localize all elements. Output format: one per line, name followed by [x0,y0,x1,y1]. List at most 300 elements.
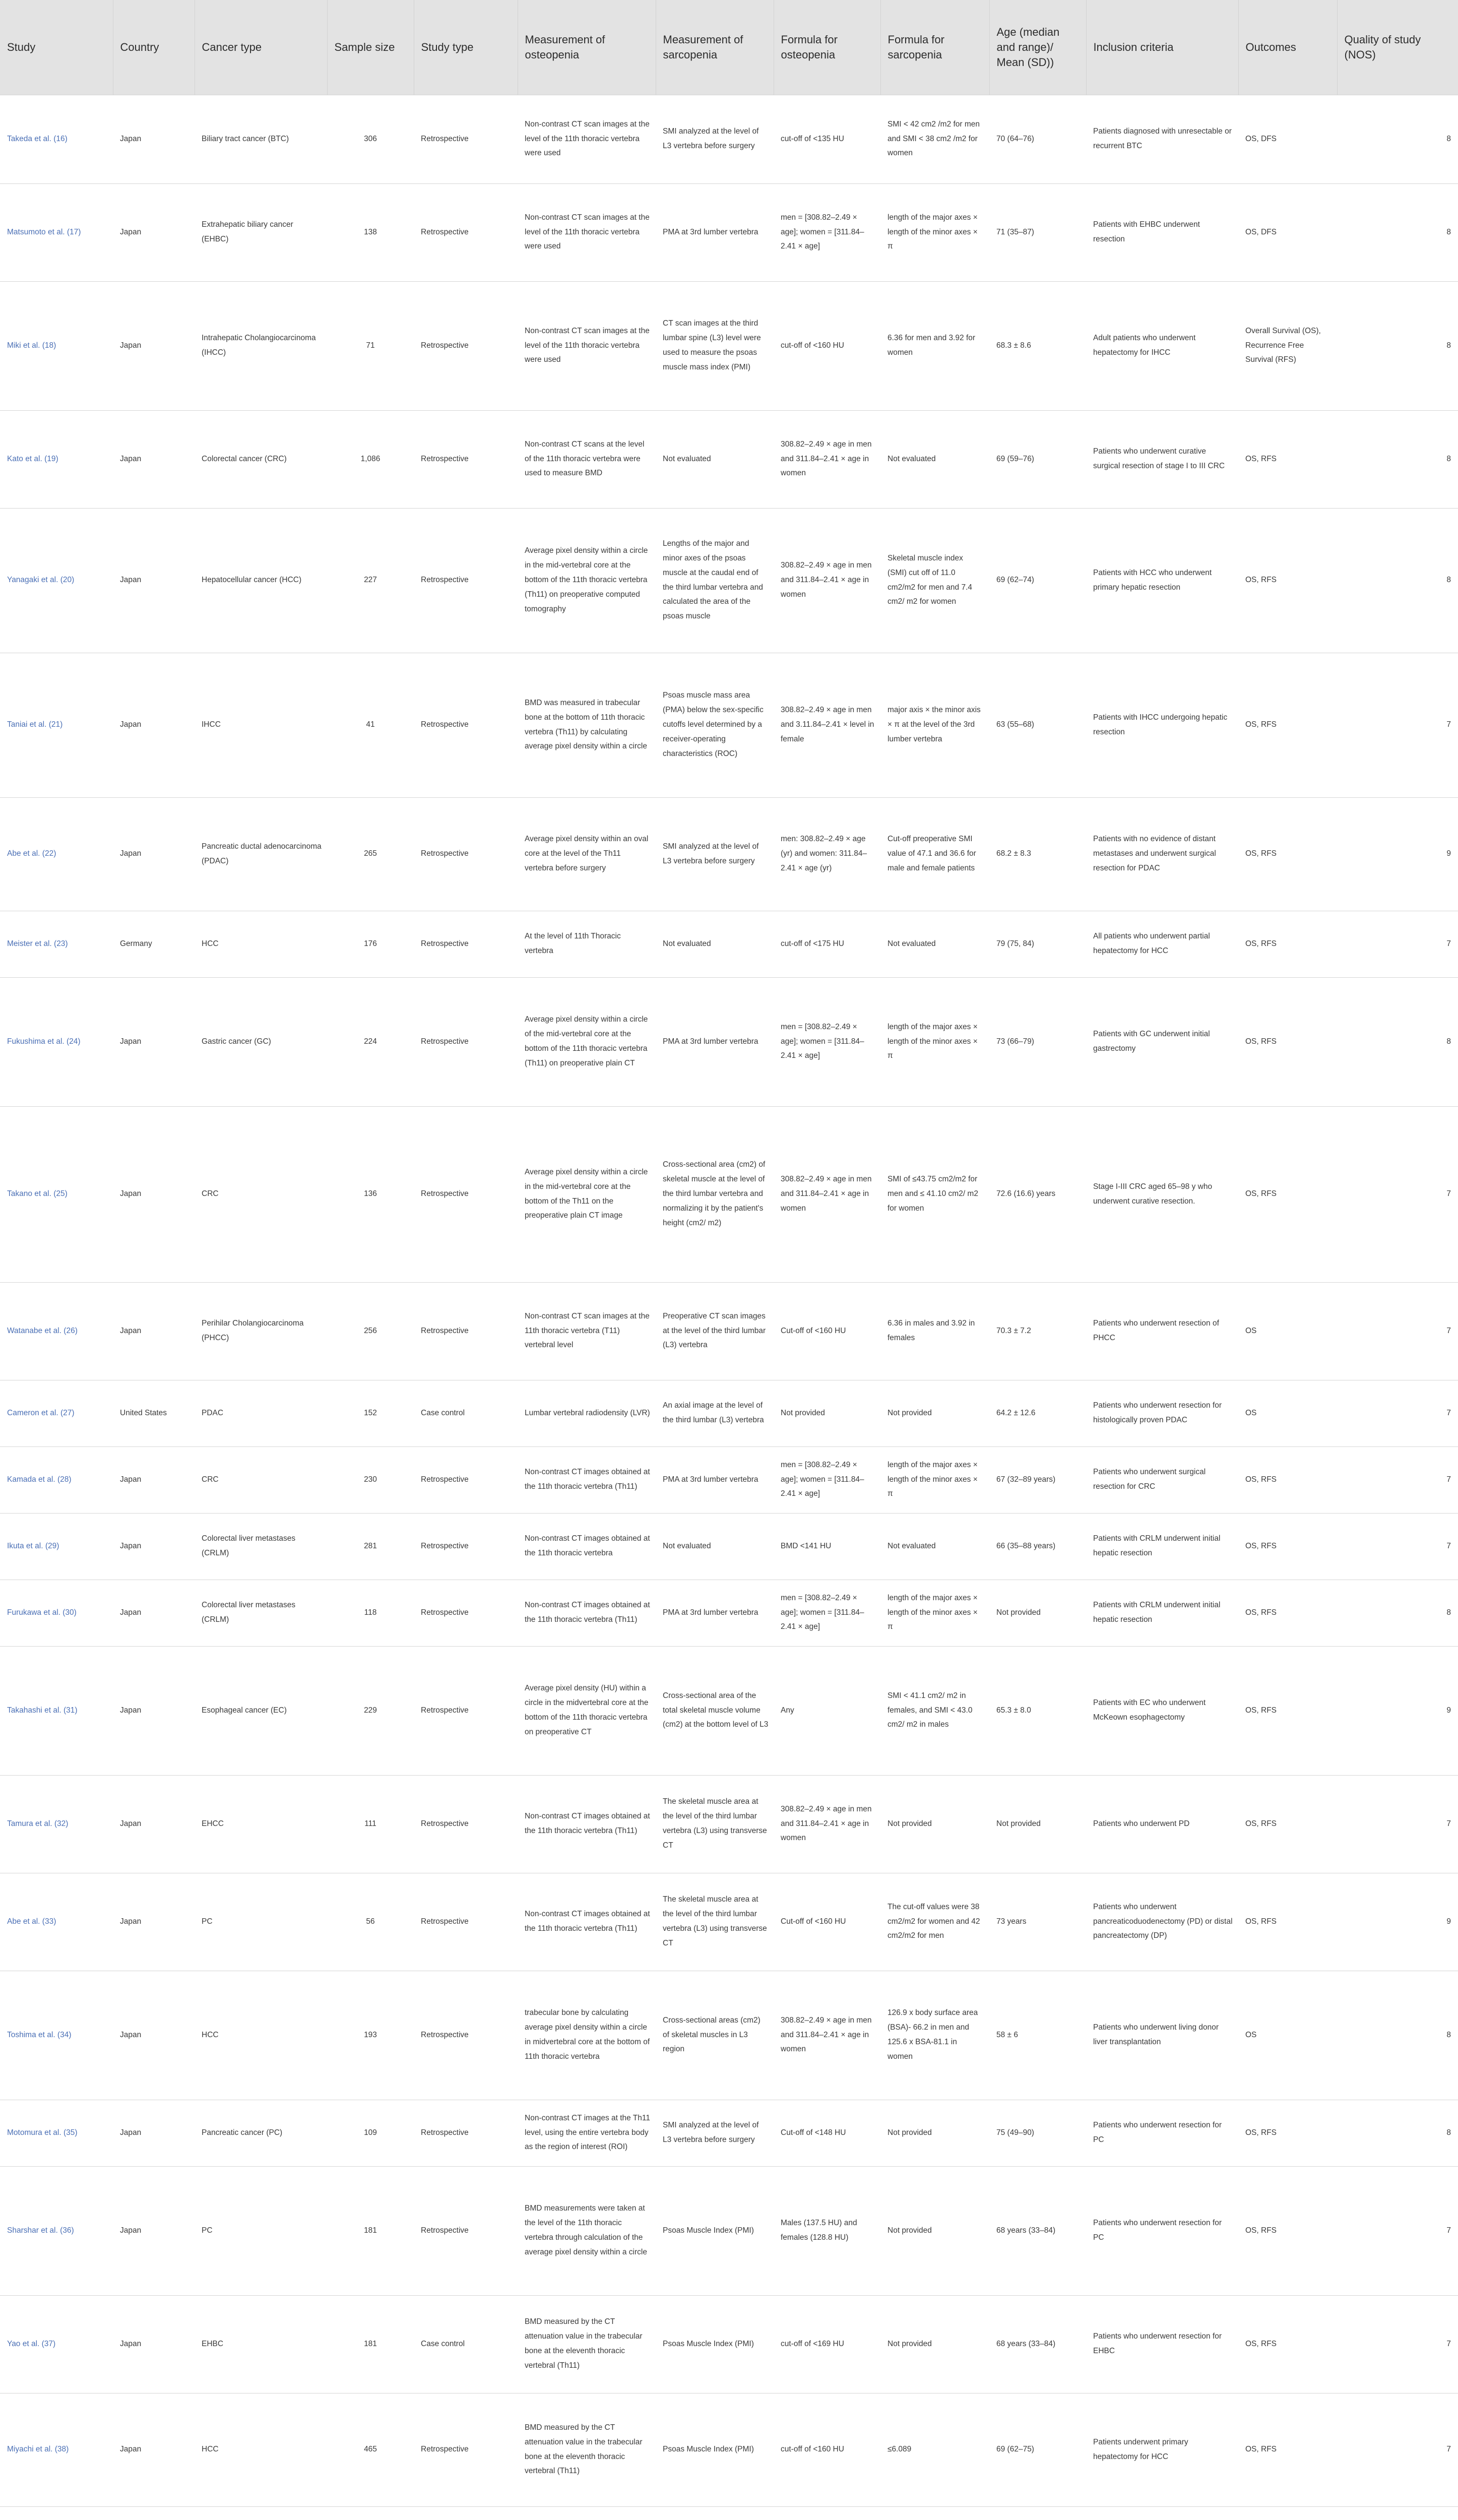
study-type-cell: Retrospective [414,2393,518,2506]
age-cell: 67 (32–89 years) [989,1446,1086,1513]
inclusion-criteria-cell: Adult patients who underwent hepatectomy for IHCC [1086,281,1238,410]
study-cell: Fukushima et al. (24) [0,977,113,1106]
formula-sarcopenia-cell: The cut-off values were 38 cm2/m2 for women and 42 cm2/m2 for men [880,1873,989,1971]
age-cell: 68 years (33–84) [989,2295,1086,2393]
inclusion-criteria-cell: Patients underwent primary hepatectomy for HCC [1086,2393,1238,2506]
age-cell: 73 (66–79) [989,977,1086,1106]
inclusion-criteria-cell: Patients with EHBC underwent resection [1086,183,1238,281]
measurement-sarcopenia-cell: Cross-sectional area (cm2) of skeletal muscle at the level of the third lumbar vertebra and normalizing it by the patient's height (cm2/ m2) [656,1106,774,1282]
measurement-osteopenia-cell: Non-contrast CT scan images at the level of the 11th thoracic vertebra were used [518,95,656,183]
measurement-osteopenia-cell: Non-contrast CT scan images at the level of the 11th thoracic vertebra were used [518,183,656,281]
inclusion-criteria-cell: Patients with EC who underwent McKeown esophagectomy [1086,1646,1238,1775]
quality-nos-cell: 7 [1337,2393,1458,2506]
sample-size-cell: 1,086 [327,410,414,508]
measurement-osteopenia-cell: BMD measured by the CT attenuation value in the trabecular bone at the eleventh thoracic vertebral (Th11) [518,2295,656,2393]
formula-sarcopenia-cell: length of the major axes × length of the minor axes × π [880,183,989,281]
formula-osteopenia-cell: Males (137.5 HU) and females (128.8 HU) [774,2166,880,2295]
inclusion-criteria-cell: Patients who underwent resection for PC [1086,2166,1238,2295]
age-cell: 72.6 (16.6) years [989,1106,1086,1282]
sample-size-cell: 193 [327,1971,414,2100]
quality-nos-cell: 8 [1337,1971,1458,2100]
header-outcomes: Outcomes [1238,0,1337,95]
inclusion-criteria-cell: Patients who underwent resection for PC [1086,2100,1238,2166]
measurement-osteopenia-cell: Average pixel density within a circle in the mid-vertebral core at the bottom of the Th11 on the preoperative plain CT image [518,1106,656,1282]
study-cell: Abe et al. (33) [0,1873,113,1971]
age-cell: 73 years [989,1873,1086,1971]
sample-size-cell: 111 [327,1775,414,1873]
inclusion-criteria-cell: Patients with no evidence of distant metastases and underwent surgical resection for PDAC [1086,797,1238,911]
formula-sarcopenia-cell: Not provided [880,1775,989,1873]
study-cell: Miyachi et al. (38) [0,2393,113,2506]
inclusion-criteria-cell: Patients with CRLM underwent initial hepatic resection [1086,1580,1238,1646]
cancer-type-cell: CRC [195,1446,327,1513]
inclusion-criteria-cell: Patients who underwent pancreaticoduodenectomy (PD) or distal pancreatectomy (DP) [1086,1873,1238,1971]
quality-nos-cell: 7 [1337,1282,1458,1380]
inclusion-criteria-cell: Patients with CRLM underwent initial hepatic resection [1086,1513,1238,1580]
formula-sarcopenia-cell: Skeletal muscle index (SMI) cut off of 11.0 cm2/m2 for men and 7.4 cm2/ m2 for women [880,508,989,653]
formula-osteopenia-cell: Not provided [774,1380,880,1446]
outcomes-cell: OS, DFS [1238,183,1337,281]
study-cell: Takeda et al. (16) [0,95,113,183]
country-cell: Japan [113,2393,195,2506]
measurement-osteopenia-cell: BMD measured by the CT attenuation value in the trabecular bone at the eleventh thoracic vertebral (Th11) [518,2393,656,2506]
measurement-sarcopenia-cell: PMA at 3rd lumber vertebra [656,977,774,1106]
formula-osteopenia-cell: Any [774,1646,880,1775]
quality-nos-cell: 9 [1337,1873,1458,1971]
formula-osteopenia-cell: Cut-off of <148 HU [774,2100,880,2166]
formula-sarcopenia-cell: length of the major axes × length of the minor axes × π [880,977,989,1106]
formula-osteopenia-cell: 308.82–2.49 × age in men and 3.11.84–2.41 × level in female [774,653,880,797]
study-cell: Furukawa et al. (30) [0,1580,113,1646]
country-cell: Japan [113,1873,195,1971]
country-cell: Japan [113,1971,195,2100]
age-cell: 70.3 ± 7.2 [989,1282,1086,1380]
cancer-type-cell: HCC [195,1971,327,2100]
measurement-sarcopenia-cell: Lengths of the major and minor axes of the psoas muscle at the caudal end of the third lumbar vertebra and calculated the area of the psoas muscle [656,508,774,653]
table-row [0,1775,1458,1873]
cancer-type-cell: Biliary tract cancer (BTC) [195,95,327,183]
outcomes-cell: OS [1238,1971,1337,2100]
country-cell: Japan [113,1446,195,1513]
sample-size-cell: 181 [327,2295,414,2393]
formula-osteopenia-cell: BMD <141 HU [774,1513,880,1580]
quality-nos-cell: 8 [1337,95,1458,183]
study-cell: Ikuta et al. (29) [0,1513,113,1580]
table-row [0,508,1458,653]
age-cell: 68 years (33–84) [989,2166,1086,2295]
measurement-osteopenia-cell: Average pixel density within an oval core at the level of the Th11 vertebra before surgery [518,797,656,911]
sample-size-cell: 256 [327,1282,414,1380]
quality-nos-cell: 7 [1337,1775,1458,1873]
study-cell: Cameron et al. (27) [0,1380,113,1446]
measurement-sarcopenia-cell: An axial image at the level of the third lumbar (L3) vertebra [656,1380,774,1446]
formula-osteopenia-cell: cut-off of <169 HU [774,2295,880,2393]
quality-nos-cell: 7 [1337,911,1458,977]
measurement-sarcopenia-cell: Not evaluated [656,1513,774,1580]
cancer-type-cell: Colorectal liver metastases (CRLM) [195,1513,327,1580]
header-measurement-sarcopenia: Measurement of sarcopenia [656,0,774,95]
study-cell: Abe et al. (22) [0,797,113,911]
measurement-osteopenia-cell: Non-contrast CT scan images at the level of the 11th thoracic vertebra were used [518,281,656,410]
study-type-cell: Retrospective [414,1646,518,1775]
formula-sarcopenia-cell: major axis × the minor axis × π at the level of the 3rd lumber vertebra [880,653,989,797]
country-cell: Japan [113,653,195,797]
measurement-sarcopenia-cell: PMA at 3rd lumber vertebra [656,183,774,281]
measurement-sarcopenia-cell: CT scan images at the third lumbar spine (L3) level were used to measure the psoas muscle mass index (PMI) [656,281,774,410]
inclusion-criteria-cell: Patients with IHCC undergoing hepatic resection [1086,653,1238,797]
country-cell: Japan [113,1580,195,1646]
sample-size-cell: 181 [327,2166,414,2295]
age-cell: 68.2 ± 8.3 [989,797,1086,911]
measurement-osteopenia-cell: BMD was measured in trabecular bone at the bottom of 11th thoracic vertebra (Th11) by calculating average pixel density within a circle [518,653,656,797]
table-row [0,1513,1458,1580]
outcomes-cell: OS, RFS [1238,1775,1337,1873]
age-cell: 63 (55–68) [989,653,1086,797]
table-row [0,1106,1458,1282]
country-cell: Japan [113,183,195,281]
country-cell: Germany [113,911,195,977]
measurement-osteopenia-cell: trabecular bone by calculating average pixel density within a circle in midvertebral core at the bottom of 11th thoracic vertebra [518,1971,656,2100]
formula-sarcopenia-cell: Not provided [880,2295,989,2393]
study-type-cell: Retrospective [414,1873,518,1971]
outcomes-cell: OS [1238,1282,1337,1380]
measurement-osteopenia-cell: Average pixel density within a circle of the mid-vertebral core at the bottom of the 11th thoracic vertebra (Th11) on preoperative plain CT [518,977,656,1106]
header-country: Country [113,0,195,95]
outcomes-cell: OS, RFS [1238,1106,1337,1282]
study-type-cell: Retrospective [414,1775,518,1873]
study-cell: Takano et al. (25) [0,1106,113,1282]
sample-size-cell: 176 [327,911,414,977]
measurement-osteopenia-cell: Non-contrast CT scan images at the 11th thoracic vertebra (T11) vertebral level [518,1282,656,1380]
country-cell: Japan [113,95,195,183]
study-cell: Tamura et al. (32) [0,1775,113,1873]
cancer-type-cell: CRC [195,1106,327,1282]
sample-size-cell: 118 [327,1580,414,1646]
study-cell: Toshima et al. (34) [0,1971,113,2100]
age-cell: 71 (35–87) [989,183,1086,281]
outcomes-cell: OS, RFS [1238,1513,1337,1580]
formula-osteopenia-cell: Cut-off of <160 HU [774,1873,880,1971]
formula-osteopenia-cell: 308.82–2.49 × age in men and 311.84–2.41 × age in women [774,1971,880,2100]
inclusion-criteria-cell: Patients who underwent surgical resection for CRC [1086,1446,1238,1513]
header-formula-sarcopenia: Formula for sarcopenia [880,0,989,95]
age-cell: 65.3 ± 8.0 [989,1646,1086,1775]
study-cell: Takahashi et al. (31) [0,1646,113,1775]
study-type-cell: Retrospective [414,1513,518,1580]
formula-sarcopenia-cell: ≤6.089 [880,2393,989,2506]
formula-osteopenia-cell: cut-off of <175 HU [774,911,880,977]
country-cell: Japan [113,1282,195,1380]
measurement-osteopenia-cell: Non-contrast CT scans at the level of the 11th thoracic vertebra were used to measure BMD [518,410,656,508]
inclusion-criteria-cell: Patients with GC underwent initial gastrectomy [1086,977,1238,1106]
cancer-type-cell: Esophageal cancer (EC) [195,1646,327,1775]
formula-osteopenia-cell: men = [308.82–2.49 × age]; women = [311.84–2.41 × age] [774,1446,880,1513]
cancer-type-cell: HCC [195,911,327,977]
measurement-osteopenia-cell: Non-contrast CT images obtained at the 11th thoracic vertebra (Th11) [518,1580,656,1646]
table-row [0,2393,1458,2506]
sample-size-cell: 71 [327,281,414,410]
formula-osteopenia-cell: men = [308.82–2.49 × age]; women = [311.84–2.41 × age] [774,183,880,281]
formula-osteopenia-cell: men = [308.82–2.49 × age]; women = [311.84–2.41 × age] [774,1580,880,1646]
table-row [0,183,1458,281]
formula-sarcopenia-cell: length of the major axes × length of the minor axes × π [880,1580,989,1646]
study-cell: Yanagaki et al. (20) [0,508,113,653]
cancer-type-cell: Colorectal liver metastases (CRLM) [195,1580,327,1646]
study-type-cell: Retrospective [414,410,518,508]
header-inclusion-criteria: Inclusion criteria [1086,0,1238,95]
age-cell: Not provided [989,1580,1086,1646]
study-type-cell: Retrospective [414,1580,518,1646]
outcomes-cell: OS, RFS [1238,2295,1337,2393]
quality-nos-cell: 9 [1337,797,1458,911]
study-cell: Motomura et al. (35) [0,2100,113,2166]
header-measurement-osteopenia: Measurement of osteopenia [518,0,656,95]
formula-sarcopenia-cell: SMI < 42 cm2 /m2 for men and SMI < 38 cm2 /m2 for women [880,95,989,183]
measurement-sarcopenia-cell: The skeletal muscle area at the level of the third lumbar vertebra (L3) using transverse CT [656,1775,774,1873]
cancer-type-cell: Pancreatic cancer (PC) [195,2100,327,2166]
age-cell: 68.3 ± 8.6 [989,281,1086,410]
formula-sarcopenia-cell: Not provided [880,1380,989,1446]
table-body [0,95,1458,2506]
measurement-sarcopenia-cell: Psoas Muscle Index (PMI) [656,2393,774,2506]
table-row [0,1282,1458,1380]
outcomes-cell: OS, RFS [1238,1580,1337,1646]
study-type-cell: Retrospective [414,281,518,410]
outcomes-cell: OS [1238,1380,1337,1446]
country-cell: Japan [113,1106,195,1282]
formula-osteopenia-cell: 308.82–2.49 × age in men and 311.84–2.41 × age in women [774,1775,880,1873]
outcomes-cell: OS, RFS [1238,2393,1337,2506]
formula-sarcopenia-cell: SMI of ≤43.75 cm2/m2 for men and ≤ 41.10 cm2/ m2 for women [880,1106,989,1282]
quality-nos-cell: 7 [1337,2295,1458,2393]
age-cell: 75 (49–90) [989,2100,1086,2166]
country-cell: Japan [113,1646,195,1775]
measurement-osteopenia-cell: At the level of 11th Thoracic vertebra [518,911,656,977]
outcomes-cell: OS, RFS [1238,2100,1337,2166]
sample-size-cell: 306 [327,95,414,183]
measurement-sarcopenia-cell: Not evaluated [656,410,774,508]
study-type-cell: Retrospective [414,797,518,911]
sample-size-cell: 152 [327,1380,414,1446]
quality-nos-cell: 8 [1337,183,1458,281]
table-row [0,653,1458,797]
study-type-cell: Retrospective [414,911,518,977]
cancer-type-cell: PC [195,2166,327,2295]
formula-sarcopenia-cell: Not evaluated [880,410,989,508]
sample-size-cell: 227 [327,508,414,653]
sample-size-cell: 136 [327,1106,414,1282]
outcomes-cell: OS, RFS [1238,410,1337,508]
outcomes-cell: OS, RFS [1238,911,1337,977]
age-cell: 70 (64–76) [989,95,1086,183]
inclusion-criteria-cell: Patients who underwent resection for histologically proven PDAC [1086,1380,1238,1446]
header-cancer-type: Cancer type [195,0,327,95]
table-row [0,911,1458,977]
sample-size-cell: 465 [327,2393,414,2506]
quality-nos-cell: 7 [1337,1106,1458,1282]
formula-sarcopenia-cell: Not evaluated [880,911,989,977]
quality-nos-cell: 7 [1337,1513,1458,1580]
study-cell: Miki et al. (18) [0,281,113,410]
table-row [0,95,1458,183]
age-cell: Not provided [989,1775,1086,1873]
measurement-sarcopenia-cell: Psoas Muscle Index (PMI) [656,2166,774,2295]
cancer-type-cell: Gastric cancer (GC) [195,977,327,1106]
table-row [0,1446,1458,1513]
cancer-type-cell: PDAC [195,1380,327,1446]
cancer-type-cell: Hepatocellular cancer (HCC) [195,508,327,653]
sample-size-cell: 229 [327,1646,414,1775]
study-cell: Watanabe et al. (26) [0,1282,113,1380]
formula-osteopenia-cell: men = [308.82–2.49 × age]; women = [311.84–2.41 × age] [774,977,880,1106]
measurement-osteopenia-cell: Non-contrast CT images obtained at the 11th thoracic vertebra (Th11) [518,1775,656,1873]
sample-size-cell: 138 [327,183,414,281]
formula-sarcopenia-cell: Not provided [880,2166,989,2295]
outcomes-cell: OS, RFS [1238,2166,1337,2295]
study-type-cell: Case control [414,2295,518,2393]
measurement-sarcopenia-cell: Psoas muscle mass area (PMA) below the sex-specific cutoffs level determined by a receiver-operating characteristics (ROC) [656,653,774,797]
measurement-sarcopenia-cell: PMA at 3rd lumber vertebra [656,1580,774,1646]
inclusion-criteria-cell: All patients who underwent partial hepatectomy for HCC [1086,911,1238,977]
study-cell: Sharshar et al. (36) [0,2166,113,2295]
table-row [0,1580,1458,1646]
age-cell: 64.2 ± 12.6 [989,1380,1086,1446]
header-age: Age (median and range)/ Mean (SD)) [989,0,1086,95]
formula-osteopenia-cell: cut-off of <160 HU [774,281,880,410]
outcomes-cell: OS, RFS [1238,1873,1337,1971]
measurement-sarcopenia-cell: SMI analyzed at the level of L3 vertebra before surgery [656,797,774,911]
study-cell: Meister et al. (23) [0,911,113,977]
country-cell: Japan [113,2166,195,2295]
table-row [0,1971,1458,2100]
table-row [0,2100,1458,2166]
study-type-cell: Retrospective [414,977,518,1106]
age-cell: 69 (62–75) [989,2393,1086,2506]
cancer-type-cell: IHCC [195,653,327,797]
outcomes-cell: OS, DFS [1238,95,1337,183]
measurement-sarcopenia-cell: Not evaluated [656,911,774,977]
country-cell: Japan [113,1513,195,1580]
inclusion-criteria-cell: Patients who underwent curative surgical resection of stage I to III CRC [1086,410,1238,508]
study-type-cell: Retrospective [414,95,518,183]
inclusion-criteria-cell: Patients with HCC who underwent primary hepatic resection [1086,508,1238,653]
outcomes-cell: OS, RFS [1238,653,1337,797]
cancer-type-cell: Intrahepatic Cholangiocarcinoma (IHCC) [195,281,327,410]
quality-nos-cell: 7 [1337,1380,1458,1446]
cancer-type-cell: PC [195,1873,327,1971]
measurement-sarcopenia-cell: PMA at 3rd lumber vertebra [656,1446,774,1513]
header-study-type: Study type [414,0,518,95]
study-type-cell: Retrospective [414,183,518,281]
formula-sarcopenia-cell: Cut-off preoperative SMI value of 47.1 and 36.6 for male and female patients [880,797,989,911]
outcomes-cell: OS, RFS [1238,1646,1337,1775]
inclusion-criteria-cell: Stage I-III CRC aged 65–98 y who underwent curative resection. [1086,1106,1238,1282]
cancer-type-cell: Extrahepatic biliary cancer (EHBC) [195,183,327,281]
quality-nos-cell: 8 [1337,508,1458,653]
sample-size-cell: 281 [327,1513,414,1580]
sample-size-cell: 224 [327,977,414,1106]
sample-size-cell: 265 [327,797,414,911]
measurement-sarcopenia-cell: Cross-sectional area of the total skeletal muscle volume (cm2) at the bottom level of L3 [656,1646,774,1775]
measurement-osteopenia-cell: Average pixel density (HU) within a circle in the midvertebral core at the bottom of the 11th thoracic vertebra on preoperative CT [518,1646,656,1775]
measurement-sarcopenia-cell: Psoas Muscle Index (PMI) [656,2295,774,2393]
table-row [0,2295,1458,2393]
country-cell: Japan [113,410,195,508]
formula-osteopenia-cell: 308.82–2.49 × age in men and 311.84–2.41 × age in women [774,508,880,653]
country-cell: United States [113,1380,195,1446]
measurement-osteopenia-cell: Average pixel density within a circle in the mid-vertebral core at the bottom of the 11th thoracic vertebra (Th11) on preoperative computed tomography [518,508,656,653]
study-type-cell: Retrospective [414,1971,518,2100]
formula-sarcopenia-cell: 6.36 for men and 3.92 for women [880,281,989,410]
study-cell: Matsumoto et al. (17) [0,183,113,281]
study-cell: Kamada et al. (28) [0,1446,113,1513]
measurement-osteopenia-cell: Non-contrast CT images obtained at the 11th thoracic vertebra (Th11) [518,1446,656,1513]
inclusion-criteria-cell: Patients who underwent resection of PHCC [1086,1282,1238,1380]
country-cell: Japan [113,508,195,653]
cancer-type-cell: Colorectal cancer (CRC) [195,410,327,508]
table-row [0,410,1458,508]
study-type-cell: Retrospective [414,1106,518,1282]
quality-nos-cell: 8 [1337,977,1458,1106]
quality-nos-cell: 7 [1337,653,1458,797]
formula-sarcopenia-cell: 126.9 x body surface area (BSA)- 66.2 in men and 125.6 x BSA-81.1 in women [880,1971,989,2100]
outcomes-cell: OS, RFS [1238,508,1337,653]
country-cell: Japan [113,281,195,410]
country-cell: Japan [113,797,195,911]
formula-osteopenia-cell: men: 308.82–2.49 × age (yr) and women: 311.84–2.41 × age (yr) [774,797,880,911]
inclusion-criteria-cell: Patients who underwent living donor liver transplantation [1086,1971,1238,2100]
table-row [0,1873,1458,1971]
study-type-cell: Retrospective [414,1282,518,1380]
formula-sarcopenia-cell: length of the major axes × length of the minor axes × π [880,1446,989,1513]
measurement-osteopenia-cell: Non-contrast CT images at the Th11 level, using the entire vertebra body as the region of interest (ROI) [518,2100,656,2166]
measurement-sarcopenia-cell: The skeletal muscle area at the level of the third lumbar vertebra (L3) using transverse CT [656,1873,774,1971]
study-type-cell: Retrospective [414,2100,518,2166]
header-sample-size: Sample size [327,0,414,95]
table-row [0,2166,1458,2295]
inclusion-criteria-cell: Patients who underwent PD [1086,1775,1238,1873]
measurement-sarcopenia-cell: Preoperative CT scan images at the level of the third lumbar (L3) vertebra [656,1282,774,1380]
header-formula-osteopenia: Formula for osteopenia [774,0,880,95]
sample-size-cell: 230 [327,1446,414,1513]
cancer-type-cell: EHBC [195,2295,327,2393]
cancer-type-cell: HCC [195,2393,327,2506]
header-row [0,0,1458,95]
formula-osteopenia-cell: 308.82–2.49 × age in men and 311.84–2.41 × age in women [774,410,880,508]
quality-nos-cell: 8 [1337,410,1458,508]
table-row [0,977,1458,1106]
study-cell: Taniai et al. (21) [0,653,113,797]
outcomes-cell: OS, RFS [1238,797,1337,911]
sample-size-cell: 56 [327,1873,414,1971]
study-cell: Kato et al. (19) [0,410,113,508]
age-cell: 69 (59–76) [989,410,1086,508]
study-type-cell: Retrospective [414,2166,518,2295]
header-quality-nos: Quality of study (NOS) [1337,0,1458,95]
measurement-sarcopenia-cell: SMI analyzed at the level of L3 vertebra before surgery [656,2100,774,2166]
formula-osteopenia-cell: cut-off of <135 HU [774,95,880,183]
country-cell: Japan [113,977,195,1106]
age-cell: 69 (62–74) [989,508,1086,653]
quality-nos-cell: 9 [1337,1646,1458,1775]
formula-osteopenia-cell: cut-off of <160 HU [774,2393,880,2506]
cancer-type-cell: EHCC [195,1775,327,1873]
study-type-cell: Retrospective [414,1446,518,1513]
age-cell: 66 (35–88 years) [989,1513,1086,1580]
table-row [0,1646,1458,1775]
study-cell: Yao et al. (37) [0,2295,113,2393]
measurement-sarcopenia-cell: Cross-sectional areas (cm2) of skeletal muscles in L3 region [656,1971,774,2100]
